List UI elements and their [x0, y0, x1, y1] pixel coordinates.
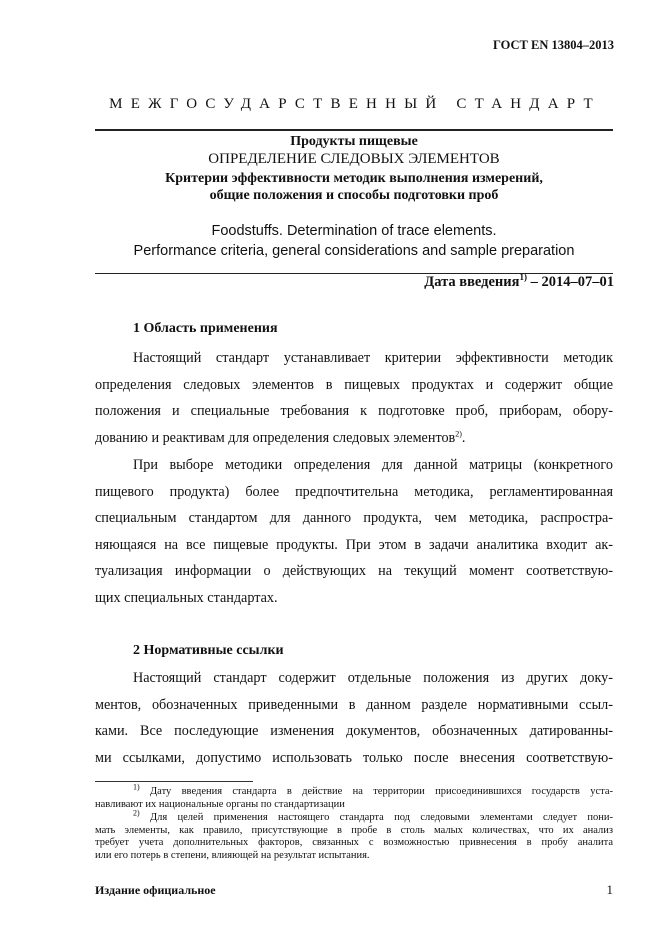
paragraph-line: туализация информации о действующих на текущий момент соответствую-: [95, 563, 613, 579]
paragraph-line: няющаяся на все пищевые продукты. При этом в задачи аналитика входит ак-: [95, 536, 613, 553]
paragraph-line: ками. Все последующие изменения документов, обозначенных датированны-: [95, 723, 613, 739]
footnote-2: [95, 808, 614, 862]
paragraph-line: пищевого продукта) более предпочтительна методика, регламентированная: [95, 483, 613, 500]
footnote-divider: [95, 781, 253, 782]
footnote-1-mark: 1): [133, 782, 140, 792]
title-ru-line3: Критерии эффективности методик выполнения измерений,: [165, 171, 543, 186]
title-ru-subtitle: [95, 170, 613, 204]
section1-paragraph1: [95, 345, 613, 451]
section2-paragraph1: [95, 665, 613, 771]
footnote-line: [95, 782, 614, 799]
paragraph-line: специальным стандартом для данного продукта, чем методика, распростра-: [95, 510, 613, 526]
paragraph-line: [95, 425, 613, 452]
paragraph-line: щих специальных стандартах.: [95, 589, 278, 606]
footnote-1-text: Дату введения стандарта в действие на территории присоединившихся государств уста-: [150, 786, 614, 797]
title-en: [95, 221, 613, 261]
intro-date-value: – 2014–07–01: [530, 274, 614, 290]
footnote-ref-2: 2): [455, 428, 462, 438]
title-ru-line1: Продукты пищевые: [290, 134, 418, 149]
footnote-2-text: Для целей применения настоящего стандарта под следовыми элементами следует пони-: [149, 812, 614, 823]
paragraph-line: При выборе методики определения для данной матрицы (конкретного: [133, 457, 613, 473]
footnote-2-mark: 2): [133, 808, 140, 818]
introduction-date: [424, 274, 614, 291]
paragraph-line-text: дованию и реактивам для определения следовых элементов: [95, 429, 456, 446]
title-en-line2: Performance criteria, general considerations and sample preparation: [133, 243, 575, 259]
title-en-line1: Foodstuffs. Determination of trace elements.: [211, 223, 497, 239]
section1-paragraph2: [95, 452, 613, 611]
page-number: 1: [606, 882, 613, 897]
footnote-line: [95, 808, 614, 825]
paragraph-line: Настоящий стандарт содержит отдельные положения из других доку-: [133, 670, 613, 686]
title-ru-line2: ОПРЕДЕЛЕНИЕ СЛЕДОВЫХ ЭЛЕМЕНТОВ: [208, 151, 500, 167]
intro-date-label: Дата введения: [424, 274, 520, 290]
footnote-1: [95, 782, 614, 811]
paragraph-line: Настоящий стандарт устанавливает критерии эффективности методик: [133, 350, 613, 366]
paragraph-line: определения следовых элементов в пищевых продуктах и содержит общие: [95, 376, 613, 393]
footnote-line: или его потерь в степени, влияющей на результат испытания.: [95, 849, 370, 861]
paragraph-line: положения и специальные требования к подготовке проб, приборам, обору-: [95, 403, 613, 419]
edition-label: Издание официальное: [95, 883, 216, 897]
footnote-line: навливают их национальные органы по стандартизации: [95, 798, 345, 810]
footnote-line: требует учета дополнительных факторов, связанных с возможностью привнесения в пробу аналита: [95, 837, 613, 848]
section2-heading: 2 Нормативные ссылки: [133, 643, 284, 658]
title-ru-line4: общие положения и способы подготовки проб: [209, 188, 499, 203]
section1-heading: 1 Область применения: [133, 321, 278, 336]
title-divider: [95, 129, 613, 131]
paragraph-line: ми ссылками, допустимо использовать только после внесения соответствую-: [95, 749, 613, 766]
footnote-line: мать элементы, как правило, присутствующие в пробе в столь малых количествах, что их анализ: [95, 824, 613, 836]
paragraph-line: ментов, обозначенных приведенными в данном разделе нормативными ссыл-: [95, 696, 613, 713]
document-code: ГОСТ EN 13804–2013: [493, 38, 614, 52]
intro-date-footnote-ref: 1): [519, 272, 527, 283]
paragraph-line-end: .: [461, 429, 466, 446]
standard-type-title: МЕЖГОСУДАРСТВЕННЫЙ СТАНДАРТ: [109, 96, 601, 112]
